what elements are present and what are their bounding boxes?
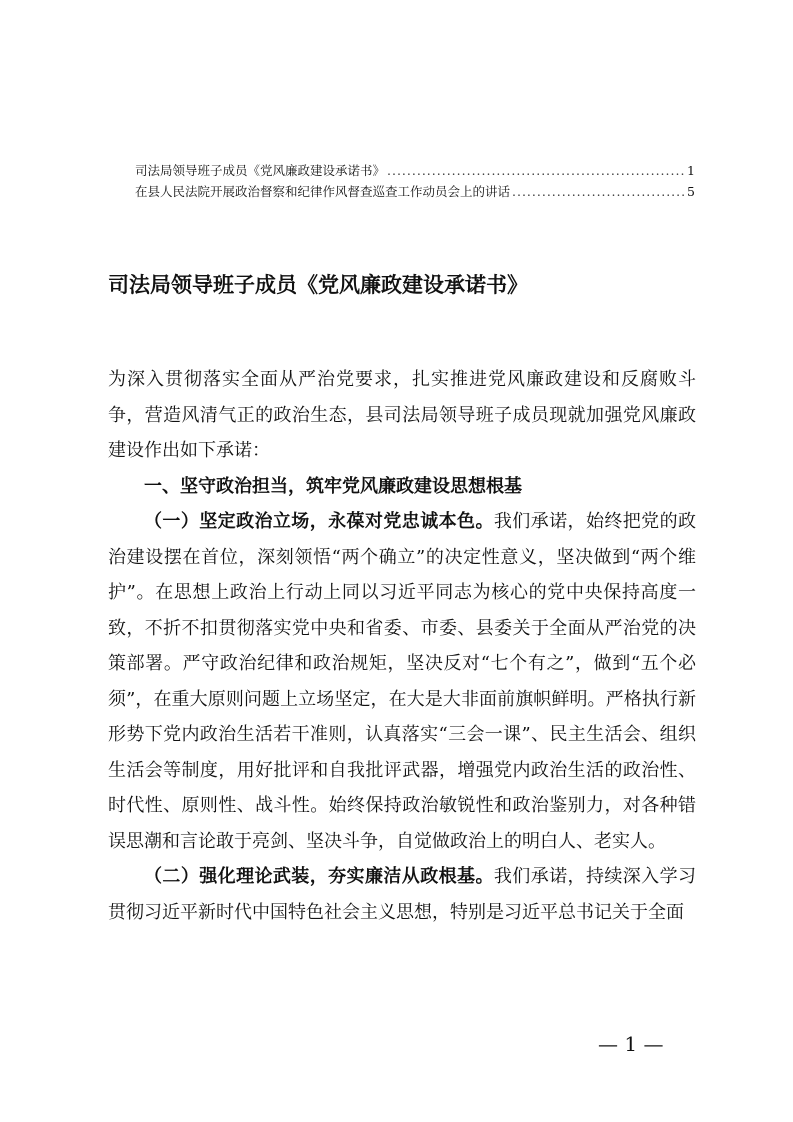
item-paragraph [108,859,696,930]
toc-entry-page: 5 [687,184,695,199]
toc-entry-title: 司法局领导班子成员《党风廉政建设承诺书》 [135,163,386,178]
intro-paragraph: 为深入贯彻落实全面从严治党要求，扎实推进党风廉政建设和反腐败斗争，营造风清气正的政治生态，县司法局领导班子成员现就加强党风廉政建设作出如下承诺： [108,369,696,461]
section-heading: 一、坚守政治担当，筑牢党风廉政建设思想根基 [144,475,522,497]
item-text: 我们承诺，始终把党的政治建设摆在首位，深刻领悟“两个确立”的决定性意义，坚决做到“两个维护”。在思想上政治上行动上同以习近平同志为核心的党中央保持高度一致，不折不扣贯彻落实党中央和省委、市委、县委关于全面从严治党的决策部署。严守政治纪律和政治规矩，坚决反对“七个有之”，做到“五个必须”，在重大原则问题上立场坚定，在大是大非面前旗帜鲜明。严格执行新形势下党内政治生活若干准则，认真落实“三会一课”、民主生活会、组织生活会等制度，用好批评和自我批评武器，增强党内政治生活的政治性、时代性、原则性、战斗性。始终保持政治敏锐性和政治鉴别力，对各种错误思潮和言论敢于亮剑、坚决斗争，自觉做政治上的明白人、老实人。 [108,511,697,852]
toc-entry-page: 1 [687,163,695,178]
item-lead: （一）坚定政治立场，永葆对党忠诚本色。 [144,511,494,532]
table-of-contents [135,160,695,202]
toc-entry[interactable] [135,160,695,181]
item-paragraph [108,504,696,859]
toc-leader-dots [387,160,685,181]
toc-entry-title: 在县人民法院开展政治督察和纪律作风督查巡查工作动员会上的讲话 [135,184,511,199]
page-number: — 1 — [598,1032,664,1056]
document-title: 司法局领导班子成员《党风廉政建设承诺书》 [108,273,528,297]
item-lead: （二）强化理论武装，夯实廉洁从政根基。 [144,866,494,887]
toc-leader-dots [512,181,685,202]
document-body [108,362,696,930]
toc-entry[interactable] [135,181,695,202]
item-text: 我们承诺，持续深入学习贯彻习近平新时代中国特色社会主义思想，特别是习近平总书记关于全面 [108,866,697,923]
